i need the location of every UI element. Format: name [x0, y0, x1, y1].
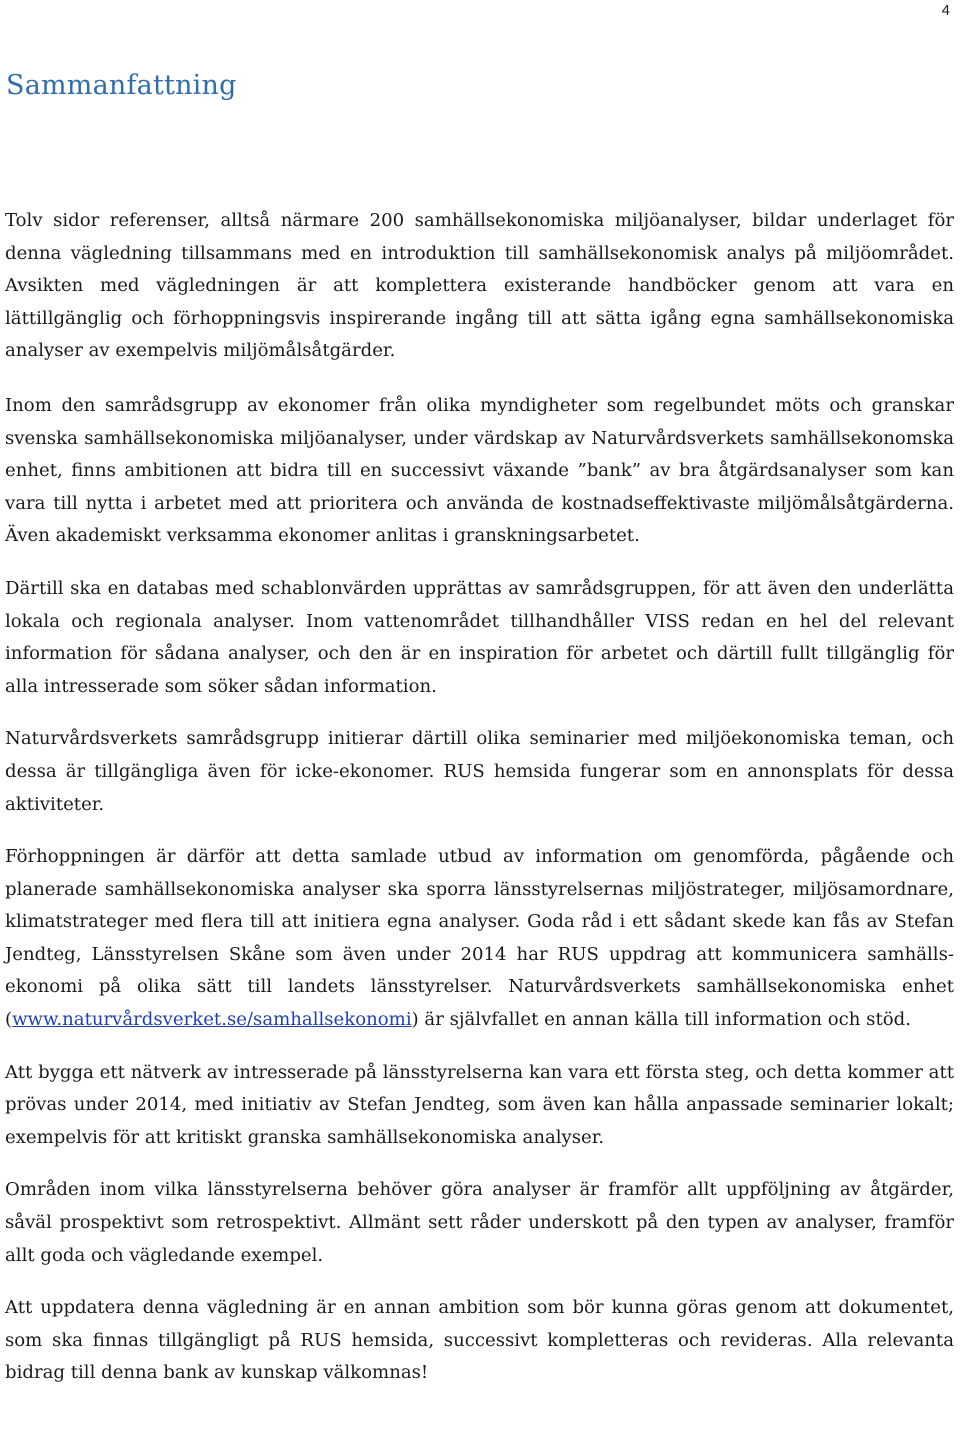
page-number: 4 — [941, 2, 950, 19]
paragraph-forhoppning-text: Förhoppningen är därför att detta samlade utbud av information om genomförda, pågående och planerade samhällsekonomiska analyser ska sporra länsstyrelsernas miljöstrateger, miljösamordnare, klimatstrateger med flera till att initiera egna analyser. Goda råd i ett sådant skede kan fås av Stefan Jendteg, Länsstyrelsen Skåne som även under 2014 har RUS uppdrag att kommunicera samhälls-ekonomi på olika sätt till landets länsstyrelser. Naturvårdsverkets samhällsekonomiska enhet ( — [5, 846, 954, 1031]
paragraph-natverk: Att bygga ett nätverk av intresserade på länsstyrelserna kan vara ett första steg, och detta kommer att prövas under 2014, med initiativ av Stefan Jendteg, som även kan hålla anpassade seminarier lokalt; exempelvis för att kritiskt granska samhällsekonomiska analyser. — [5, 1061, 954, 1148]
section-heading: Sammanfattning — [6, 70, 237, 101]
paragraph-samradsgrupp: Inom den samrådsgrupp av ekonomer från olika myndigheter som regelbundet möts och granskar svenska samhällsekonomiska miljöanalyser, under värdskap av Naturvårdsverkets samhällsekonomska enhet, finns ambitionen att bidra till en successivt växande ”bank” av bra åtgärdsanalyser som kan vara till nytta i arbetet med att prioritera och använda de kostnadseffektivaste miljömålsåtgärderna. Även akademiskt verksamma ekonomer anlitas i granskningsarbetet. — [5, 394, 954, 547]
paragraph-uppdatera: Att uppdatera denna vägledning är en annan ambition som bör kunna göras genom att dokumentet, som ska finnas tillgängligt på RUS hemsida, successivt kompletteras och revideras. Alla relevanta bidrag till denna bank av kunskap välkomnas! — [5, 1297, 954, 1384]
paragraph-seminarier: Naturvårdsverkets samrådsgrupp initierar därtill olika seminarier med miljöekonomiska teman, och dessa är tillgängliga även för icke-ekonomer. RUS hemsida fungerar som en annonsplats för dessa aktiviteter. — [5, 728, 954, 815]
samhallsekonomi-link[interactable]: www.naturvårdsverket.se/samhallsekonomi — [12, 1009, 412, 1031]
body-text — [5, 205, 954, 1410]
paragraph-forhoppning-tail: ) är självfallet en annan källa till information och stöd. — [411, 1009, 911, 1031]
paragraph-omraden: Områden inom vilka länsstyrelserna behöver göra analyser är framför allt uppföljning av åtgärder, såväl prospektivt som retrospektivt. Allmänt sett råder underskott på den typen av analyser, framför allt goda och vägledande exempel. — [5, 1179, 954, 1266]
paragraph-intro: Tolv sidor referenser, alltså närmare 200 samhällsekonomiska miljöanalyser, bildar underlaget för denna vägledning tillsammans med en introduktion till samhällsekonomisk analys på miljöområdet. Avsikten med vägledningen är att komplettera existerande handböcker genom att vara en lättillgänglig och förhoppningsvis inspirerande ingång till att sätta igång egna samhällsekonomiska analyser av exempelvis miljömålsåtgärder. — [5, 210, 954, 362]
paragraph-forhoppning — [5, 841, 954, 1037]
paragraph-databas: Därtill ska en databas med schablonvärden upprättas av samrådsgruppen, för att även den underlätta lokala och regionala analyser. Inom vattenområdet tillhandhåller VISS redan en hel del relevant information för sådana analyser, och den är en inspiration för arbetet och därtill fullt tillgänglig för alla intresserade som söker sådan information. — [5, 577, 954, 697]
